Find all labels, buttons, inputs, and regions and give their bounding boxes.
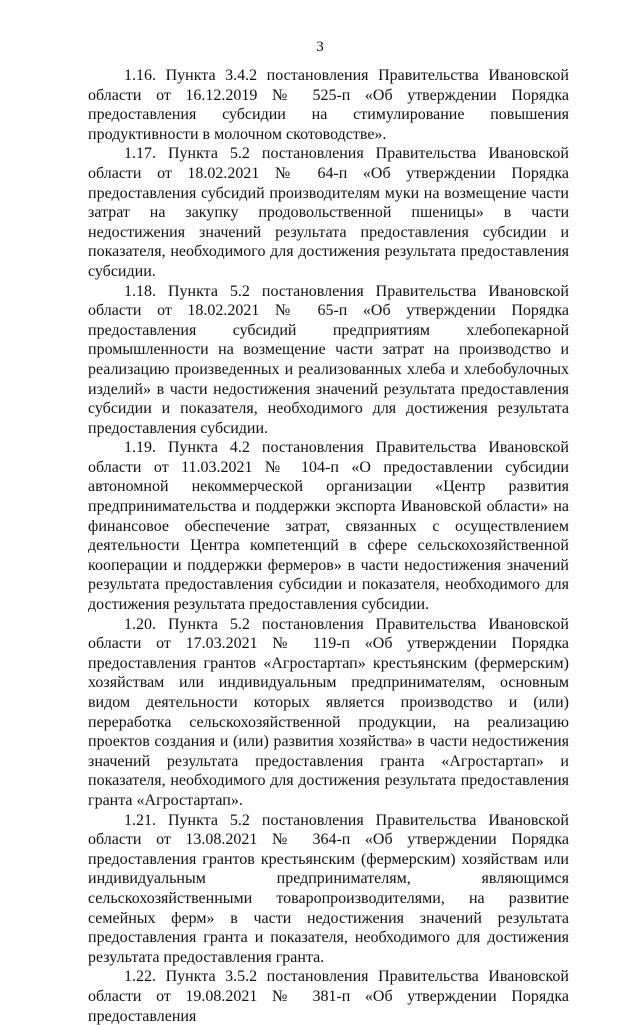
page-number: 3 xyxy=(316,39,324,55)
document-body xyxy=(88,66,569,1026)
paragraph-1-17: 1.17. Пункта 5.2 постановления Правительства Ивановской области от 18.02.2021 № 64-п «Об утверждении Порядка предоставления субсидий производителям муки на возмещение части затрат на закупку продовольственной пшеницы» в части недостижения значений результата предоставления субсидии и показателя, необходимого для достижения результата предоставления субсидии. xyxy=(88,145,569,280)
paragraph-1-20: 1.20. Пункта 5.2 постановления Правительства Ивановской области от 17.03.2021 № 119-п «Об утверждении Порядка предоставления грантов «Агростартап» крестьянским (фермерским) хозяйствам или индивидуальным предпринимателям, основным видом деятельности которых является производство и (или) переработка сельскохозяйственной продукции, на реализацию проектов создания и (или) развития хозяйства» в части недостижения значений результата предоставления гранта «Агростартап» и показателя, необходимого для достижения результата предоставления гранта «Агростартап». xyxy=(88,615,569,809)
paragraph-1-18: 1.18. Пункта 5.2 постановления Правительства Ивановской области от 18.02.2021 № 65-п «Об утверждении Порядка предоставления субсидий предприятиям хлебопекарной промышленности на возмещение части затрат на производство и реализацию произведенных и реализованных хлеба и хлебобулочных изделий» в части недостижения значений результата предоставления субсидии и показателя, необходимого для достижения результата предоставления субсидии. xyxy=(88,282,569,437)
paragraph-1-22: 1.22. Пункта 3.5.2 постановления Правительства Ивановской области от 19.08.2021 № 381-п «Об утверждении Порядка предоставления xyxy=(88,968,569,1025)
paragraph-1-19: 1.19. Пункта 4.2 постановления Правительства Ивановской области от 11.03.2021 № 104-п «О предоставлении субсидии автономной некоммерческой организации «Центр развития предпринимательства и поддержки экспорта Ивановской области» на финансовое обеспечение затрат, связанных с осуществлением деятельности Центра компетенций в сфере сельскохозяйственной кооперации и поддержки фермеров» в части недостижения значений результата предоставления субсидии и показателя, необходимого для достижения результата предоставления субсидии. xyxy=(88,439,569,614)
paragraph-1-16: 1.16. Пункта 3.4.2 постановления Правительства Ивановской области от 16.12.2019 № 525-п «Об утверждении Порядка предоставления субсидии на стимулирование повышения продуктивности в молочном скотоводстве». xyxy=(88,67,569,143)
paragraph-1-21: 1.21. Пункта 5.2 постановления Правительства Ивановской области от 13.08.2021 № 364-п «Об утверждении Порядка предоставления грантов крестьянским (фермерским) хозяйствам или индивидуальным предпринимателям, являющимся сельскохозяйственными товаропроизводителями, на развитие семейных ферм» в части недостижения значений результата предоставления гранта и показателя, необходимого для достижения результата предоставления гранта. xyxy=(88,811,569,966)
